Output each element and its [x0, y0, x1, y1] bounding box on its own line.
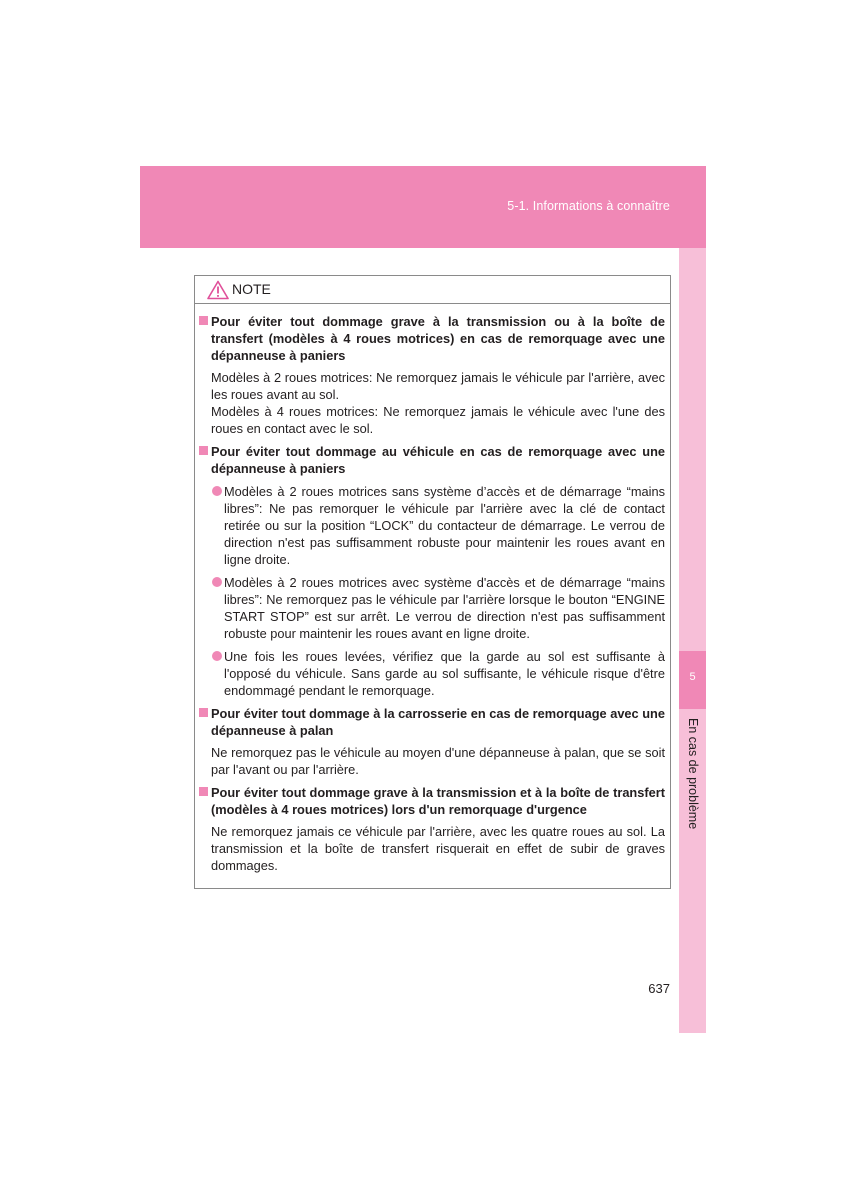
note-section — [197, 705, 665, 778]
warning-triangle-icon — [207, 280, 229, 300]
page-number: 637 — [648, 981, 670, 996]
section-title: 5-1. Informations à connaître — [507, 199, 670, 213]
section-paragraph: Ne remorquez jamais ce véhicule par l'arrière, avec les quatre roues au sol. La transmission et la boîte de transfert risquerait en effet de subir de graves dommages. — [211, 824, 665, 873]
note-label: NOTE — [232, 281, 271, 297]
pink-dot-marker — [212, 577, 222, 587]
chapter-title: En cas de problème — [686, 718, 700, 830]
note-header — [195, 276, 670, 304]
header-band — [140, 166, 706, 248]
chapter-side-strip — [679, 248, 706, 1033]
note-section — [197, 313, 665, 437]
chapter-number: 5 — [689, 671, 696, 683]
pink-square-marker — [199, 708, 208, 717]
section-paragraph: Ne remorquez pas le véhicule au moyen d'une dépanneuse à palan, que se soit par l'avant ou par l'arrière. — [211, 745, 665, 777]
section-heading: Pour éviter tout dommage grave à la transmission et à la boîte de transfert (modèles à 4 roues motrices) lors d'un remorquage d'urgence — [197, 784, 665, 818]
pink-square-marker — [199, 787, 208, 796]
note-section — [197, 784, 665, 874]
chapter-tab — [679, 651, 706, 709]
section-paragraph: Modèles à 4 roues motrices: Ne remorquez jamais le véhicule avec l'une des roues en contact avec le sol. — [211, 404, 665, 436]
pink-square-marker — [199, 446, 208, 455]
bullet-item: Une fois les roues levées, vérifiez que la garde au sol est suffisante à l'opposé du véhicule. Sans garde au sol suffisante, le véhicule risque d'être endommagé pendant le remorquage. — [197, 648, 665, 699]
note-body — [195, 304, 670, 874]
bullet-item: Modèles à 2 roues motrices avec système d'accès et de démarrage “mains libres”: Ne remorquez pas le véhicule par l'arrière lorsque le bouton “ENGINE START STOP” est sur arrêt. Le verrou de direction n'est pas suffisamment robuste pour maintenir les roues avant en ligne droite. — [197, 574, 665, 642]
section-heading: Pour éviter tout dommage au véhicule en cas de remorquage avec une dépanneuse à paniers — [197, 443, 665, 477]
note-section — [197, 443, 665, 699]
section-heading: Pour éviter tout dommage à la carrosserie en cas de remorquage avec une dépanneuse à palan — [197, 705, 665, 739]
pink-dot-marker — [212, 486, 222, 496]
note-box — [194, 275, 671, 889]
bullet-item: Modèles à 2 roues motrices sans système d’accès et de démarrage “mains libres”: Ne pas remorquer le véhicule par l'arrière avec la clé de contact retirée ou sur la position “LOCK” du contacteur de démarrage. Le verrou de direction n'est pas suffisamment robuste pour maintenir les roues avant en ligne droite. — [197, 483, 665, 568]
section-paragraph: Modèles à 2 roues motrices: Ne remorquez jamais le véhicule par l'arrière, avec les roues avant au sol. — [211, 370, 665, 402]
pink-square-marker — [199, 316, 208, 325]
section-heading: Pour éviter tout dommage grave à la transmission ou à la boîte de transfert (modèles à 4 roues motrices) en cas de remorquage avec une dépanneuse à paniers — [197, 313, 665, 364]
pink-dot-marker — [212, 651, 222, 661]
